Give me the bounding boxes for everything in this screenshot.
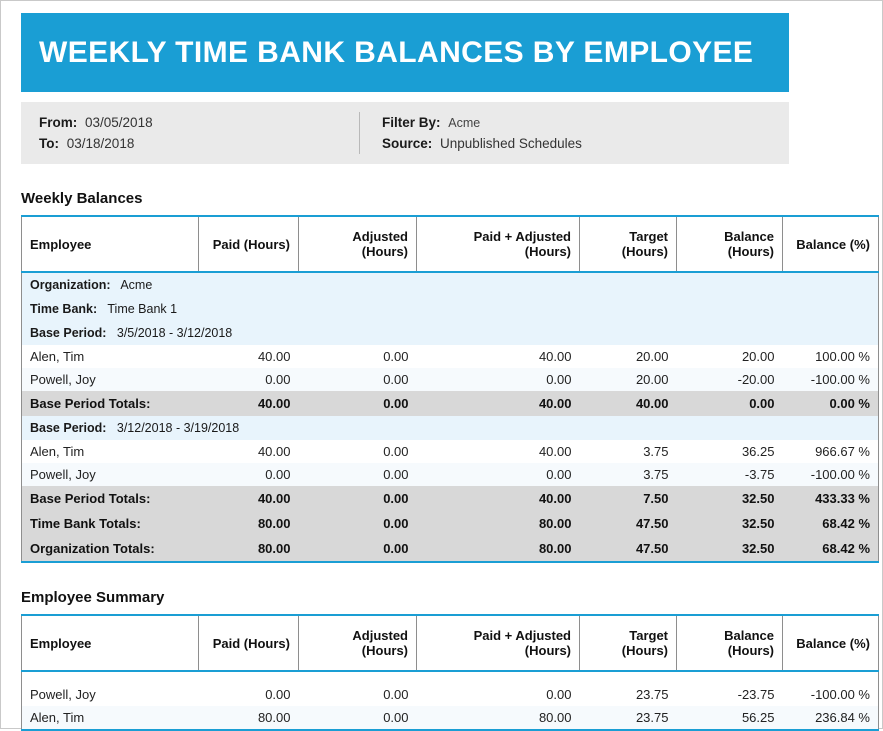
cell-adjusted: 0.00 (299, 683, 417, 706)
cell-label: Organization Totals: (22, 536, 199, 562)
cell-paid-adjusted: 80.00 (417, 706, 580, 730)
report-meta-strip (21, 102, 789, 164)
cell-paid-adjusted: 40.00 (417, 391, 580, 416)
cell-label: Base Period Totals: (22, 391, 199, 416)
cell-employee: Alen, Tim (22, 345, 199, 368)
cell-balance-hours: 20.00 (677, 345, 783, 368)
meta-divider (359, 112, 360, 154)
cell-balance-hours: 32.50 (677, 511, 783, 536)
group-cell-time-bank (22, 297, 879, 321)
cell-balance-pct: 100.00 % (783, 345, 879, 368)
cell-balance-pct: 966.67 % (783, 440, 879, 463)
cell-paid: 0.00 (199, 368, 299, 391)
cell-employee: Powell, Joy (22, 683, 199, 706)
column-header-balance-pct: Balance (%) (783, 615, 879, 671)
cell-balance-hours: -3.75 (677, 463, 783, 486)
cell-employee: Powell, Joy (22, 463, 199, 486)
cell-balance-pct: 68.42 % (783, 511, 879, 536)
cell-balance-pct: 0.00 % (783, 391, 879, 416)
cell-balance-hours: 36.25 (677, 440, 783, 463)
table-header-row (22, 615, 879, 671)
column-header-adjusted: Adjusted (Hours) (299, 216, 417, 272)
cell-adjusted: 0.00 (299, 368, 417, 391)
cell-paid-adjusted: 80.00 (417, 511, 580, 536)
column-header-balance-hours: Balance (Hours) (677, 615, 783, 671)
meta-source-value: Unpublished Schedules (440, 136, 582, 151)
column-header-target: Target (Hours) (580, 216, 677, 272)
cell-target: 20.00 (580, 345, 677, 368)
meta-from-label: From: (39, 115, 78, 130)
weekly-balances-table (21, 215, 879, 563)
section-employee-summary (21, 589, 870, 731)
cell-paid: 80.00 (199, 706, 299, 730)
group-row-organization (22, 272, 879, 297)
meta-filter-label: Filter By: (382, 115, 441, 130)
section-weekly-balances (21, 190, 870, 563)
column-header-balance-hours: Balance (Hours) (677, 216, 783, 272)
meta-to-value: 03/18/2018 (66, 136, 135, 151)
column-header-paid: Paid (Hours) (199, 216, 299, 272)
cell-adjusted: 0.00 (299, 463, 417, 486)
cell-paid: 40.00 (199, 391, 299, 416)
cell-adjusted: 0.00 (299, 486, 417, 511)
cell-target: 47.50 (580, 536, 677, 562)
cell-target: 23.75 (580, 706, 677, 730)
column-header-target: Target (Hours) (580, 615, 677, 671)
cell-balance-pct: 433.33 % (783, 486, 879, 511)
employee-summary-table (21, 614, 879, 731)
meta-filter-row (382, 115, 582, 130)
cell-label: Base Period Totals: (22, 486, 199, 511)
meta-from-value: 03/05/2018 (85, 115, 153, 130)
cell-paid-adjusted: 80.00 (417, 536, 580, 562)
cell-paid: 40.00 (199, 345, 299, 368)
meta-source-label: Source: (382, 136, 433, 151)
cell-adjusted: 0.00 (299, 511, 417, 536)
group-label-organization: Organization: (30, 278, 111, 292)
cell-target: 23.75 (580, 683, 677, 706)
group-label-base-period-1: Base Period: (30, 326, 107, 340)
group-value-base-period-1: 3/5/2018 - 3/12/2018 (116, 326, 233, 340)
totals-row-base-period-1 (22, 391, 879, 416)
cell-paid: 0.00 (199, 463, 299, 486)
cell-balance-hours: -23.75 (677, 683, 783, 706)
cell-adjusted: 0.00 (299, 536, 417, 562)
group-cell-organization (22, 272, 879, 297)
table-row (22, 440, 879, 463)
meta-filter-source (382, 115, 582, 151)
cell-balance-pct: -100.00 % (783, 683, 879, 706)
column-header-paid-adjusted: Paid + Adjusted (Hours) (417, 615, 580, 671)
group-cell-base-period-1 (22, 321, 879, 345)
meta-date-range (39, 115, 359, 151)
totals-row-base-period-2 (22, 486, 879, 511)
cell-adjusted: 0.00 (299, 345, 417, 368)
cell-balance-pct: -100.00 % (783, 368, 879, 391)
cell-balance-hours: 32.50 (677, 486, 783, 511)
cell-paid: 80.00 (199, 536, 299, 562)
meta-from-row (39, 115, 359, 130)
report-title-banner (21, 13, 789, 92)
cell-paid: 80.00 (199, 511, 299, 536)
cell-adjusted: 0.00 (299, 440, 417, 463)
cell-target: 7.50 (580, 486, 677, 511)
cell-label: Time Bank Totals: (22, 511, 199, 536)
cell-balance-hours: 32.50 (677, 536, 783, 562)
cell-paid: 40.00 (199, 486, 299, 511)
section-title-weekly-balances: Weekly Balances (21, 190, 143, 207)
cell-balance-hours: 0.00 (677, 391, 783, 416)
group-cell-base-period-2 (22, 416, 879, 440)
column-header-adjusted: Adjusted (Hours) (299, 615, 417, 671)
cell-adjusted: 0.00 (299, 391, 417, 416)
cell-paid: 40.00 (199, 440, 299, 463)
cell-target: 20.00 (580, 368, 677, 391)
cell-balance-hours: -20.00 (677, 368, 783, 391)
page-title: WEEKLY TIME BANK BALANCES BY EMPLOYEE (39, 35, 754, 69)
group-value-time-bank: Time Bank 1 (107, 302, 178, 316)
group-row-time-bank (22, 297, 879, 321)
cell-adjusted: 0.00 (299, 706, 417, 730)
cell-target: 3.75 (580, 440, 677, 463)
column-header-paid-adjusted: Paid + Adjusted (Hours) (417, 216, 580, 272)
table-row (22, 706, 879, 730)
cell-balance-hours: 56.25 (677, 706, 783, 730)
group-label-time-bank: Time Bank: (30, 302, 98, 316)
spacer-cell (22, 671, 879, 683)
table-row (22, 368, 879, 391)
cell-employee: Alen, Tim (22, 440, 199, 463)
cell-paid-adjusted: 0.00 (417, 463, 580, 486)
table-row (22, 463, 879, 486)
cell-paid-adjusted: 40.00 (417, 486, 580, 511)
meta-filter-value: Acme (448, 116, 481, 130)
group-row-base-period-1 (22, 321, 879, 345)
group-row-base-period-2 (22, 416, 879, 440)
table-row (22, 683, 879, 706)
meta-source-row (382, 136, 582, 151)
cell-paid-adjusted: 40.00 (417, 440, 580, 463)
cell-balance-pct: 68.42 % (783, 536, 879, 562)
column-header-paid: Paid (Hours) (199, 615, 299, 671)
table-row (22, 345, 879, 368)
cell-target: 40.00 (580, 391, 677, 416)
cell-target: 47.50 (580, 511, 677, 536)
group-value-base-period-2: 3/12/2018 - 3/19/2018 (116, 421, 240, 435)
meta-to-row (39, 136, 359, 151)
section-title-employee-summary: Employee Summary (21, 589, 165, 606)
column-header-balance-pct: Balance (%) (783, 216, 879, 272)
totals-row-organization (22, 536, 879, 562)
table-header-row (22, 216, 879, 272)
spacer-row (22, 671, 879, 683)
cell-paid-adjusted: 40.00 (417, 345, 580, 368)
cell-employee: Powell, Joy (22, 368, 199, 391)
cell-balance-pct: -100.00 % (783, 463, 879, 486)
cell-paid-adjusted: 0.00 (417, 368, 580, 391)
cell-target: 3.75 (580, 463, 677, 486)
cell-paid: 0.00 (199, 683, 299, 706)
totals-row-time-bank (22, 511, 879, 536)
group-label-base-period-2: Base Period: (30, 421, 107, 435)
cell-employee: Alen, Tim (22, 706, 199, 730)
column-header-employee: Employee (22, 216, 199, 272)
cell-balance-pct: 236.84 % (783, 706, 879, 730)
meta-to-label: To: (39, 136, 59, 151)
cell-paid-adjusted: 0.00 (417, 683, 580, 706)
group-value-organization: Acme (120, 278, 153, 292)
column-header-employee: Employee (22, 615, 199, 671)
